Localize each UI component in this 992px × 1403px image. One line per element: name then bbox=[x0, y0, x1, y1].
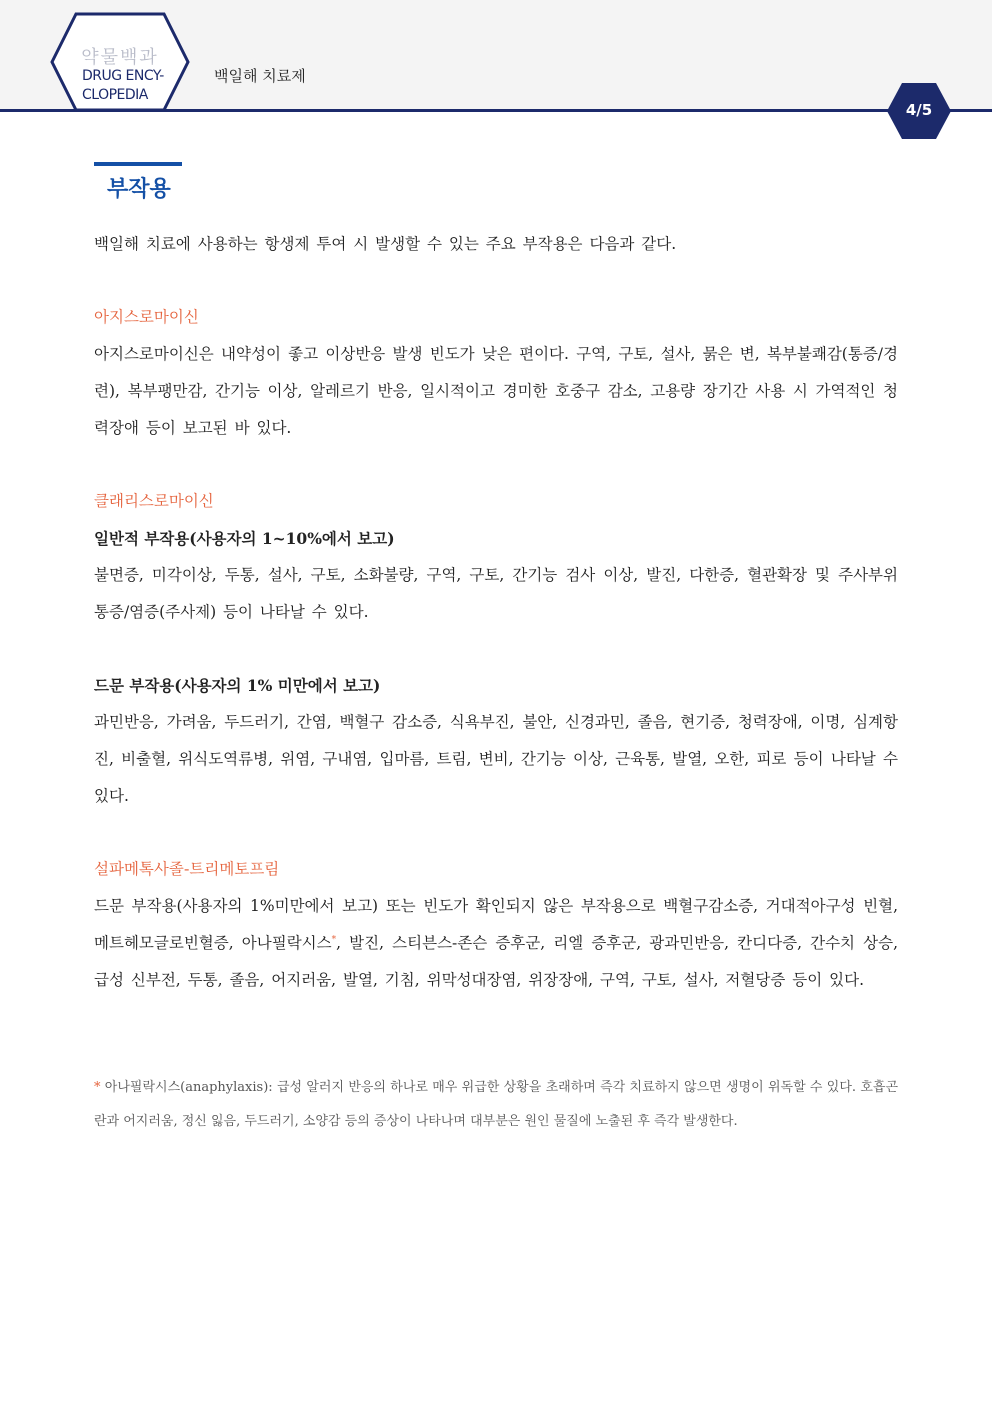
smx-tmp-text-part-1: 드문 부작용(사용자의 1%미만에서 보고) 또는 빈도가 확인되지 않은 부작용으로 백혈구감소증, 거대적아구성 빈혈, 메트헤모글로빈혈증, 아나필락시스 bbox=[94, 897, 898, 952]
drug-heading-sulfamethoxazole-trimethoprim: 설파메톡사졸-트리메토프림 bbox=[94, 860, 280, 878]
footnote-text: 아나필락시스(anaphylaxis): 급성 알러지 반응의 하나로 매우 위급한 상황을 초래하며 즉각 치료하지 않으면 생명이 위독할 수 있다. 호흡곤란과 어지러움, 정신 잃음, 두드러기, 소양감 등의 증상이 나타나며 대부분은 원인 물질에 노출된 후 즉각 발생한다. bbox=[94, 1080, 898, 1129]
spacer bbox=[94, 631, 898, 667]
section-accent-bar bbox=[94, 162, 182, 166]
footnote-marker: * bbox=[94, 1080, 101, 1095]
drug-encyclopedia-logo bbox=[50, 12, 190, 112]
spacer bbox=[94, 447, 898, 483]
intro-paragraph: 백일해 치료에 사용하는 항생제 투여 시 발생할 수 있는 주요 부작용은 다음과 같다. bbox=[94, 235, 677, 253]
drug-heading-azithromycin: 아지스로마이신 bbox=[94, 308, 199, 326]
azithromycin-paragraph: 아지스로마이신은 내약성이 좋고 이상반응 발생 빈도가 낮은 편이다. 구역, 구토, 설사, 묽은 변, 복부불쾌감(통증/경련), 복부팽만감, 간기능 이상, 알레르기 반응, 일시적이고 경미한 호중구 감소, 고용량 장기간 사용 시 가역적인 청력장애 등이 보고된 바 있다. bbox=[94, 345, 898, 437]
section-title: 부작용 bbox=[107, 177, 171, 202]
spacer bbox=[94, 815, 898, 851]
page-number: 4/5 bbox=[905, 101, 933, 119]
rare-side-effects-heading: 드문 부작용(사용자의 1% 미만에서 보고) bbox=[94, 676, 381, 695]
logo-english-line-2: CLOPEDIA bbox=[82, 87, 148, 103]
page-indicator-badge bbox=[886, 82, 952, 140]
footnote-reference-marker: * bbox=[331, 934, 337, 945]
smx-tmp-paragraph bbox=[94, 888, 898, 999]
logo-english-line-1: DRUG ENCY- bbox=[82, 68, 164, 84]
smx-tmp-text-part-2: , 발진, 스티븐스-존슨 증후군, 리엘 증후군, 광과민반응, 칸디다증, 간수치 상승, 급성 신부전, 두통, 졸음, 어지러움, 발열, 기침, 위막성대장염, 위장장애, 구역, 구토, 설사, 저혈당증 등이 있다. bbox=[94, 934, 899, 989]
common-side-effects-heading: 일반적 부작용(사용자의 1~10%에서 보고) bbox=[94, 529, 395, 548]
logo-korean-text: 약물백과 bbox=[81, 47, 159, 68]
logo-english-text bbox=[82, 67, 182, 105]
footnote bbox=[94, 1071, 898, 1139]
document-title: 백일해 치료제 bbox=[214, 67, 306, 85]
main-content bbox=[94, 226, 898, 999]
drug-heading-clarithromycin: 클래리스로마이신 bbox=[94, 492, 214, 510]
common-side-effects-paragraph: 불면증, 미각이상, 두통, 설사, 구토, 소화불량, 구역, 구토, 간기능 검사 이상, 발진, 다한증, 혈관확장 및 주사부위 통증/염증(주사제) 등이 나타날 수 있다. bbox=[94, 566, 898, 621]
rare-side-effects-paragraph: 과민반응, 가려움, 두드러기, 간염, 백혈구 감소증, 식욕부진, 불안, 신경과민, 졸음, 현기증, 청력장애, 이명, 심계항진, 비출혈, 위식도역류병, 위염, 구내염, 입마름, 트림, 변비, 간기능 이상, 근육통, 발열, 오한, 피로 등이 나타날 수 있다. bbox=[94, 713, 898, 805]
